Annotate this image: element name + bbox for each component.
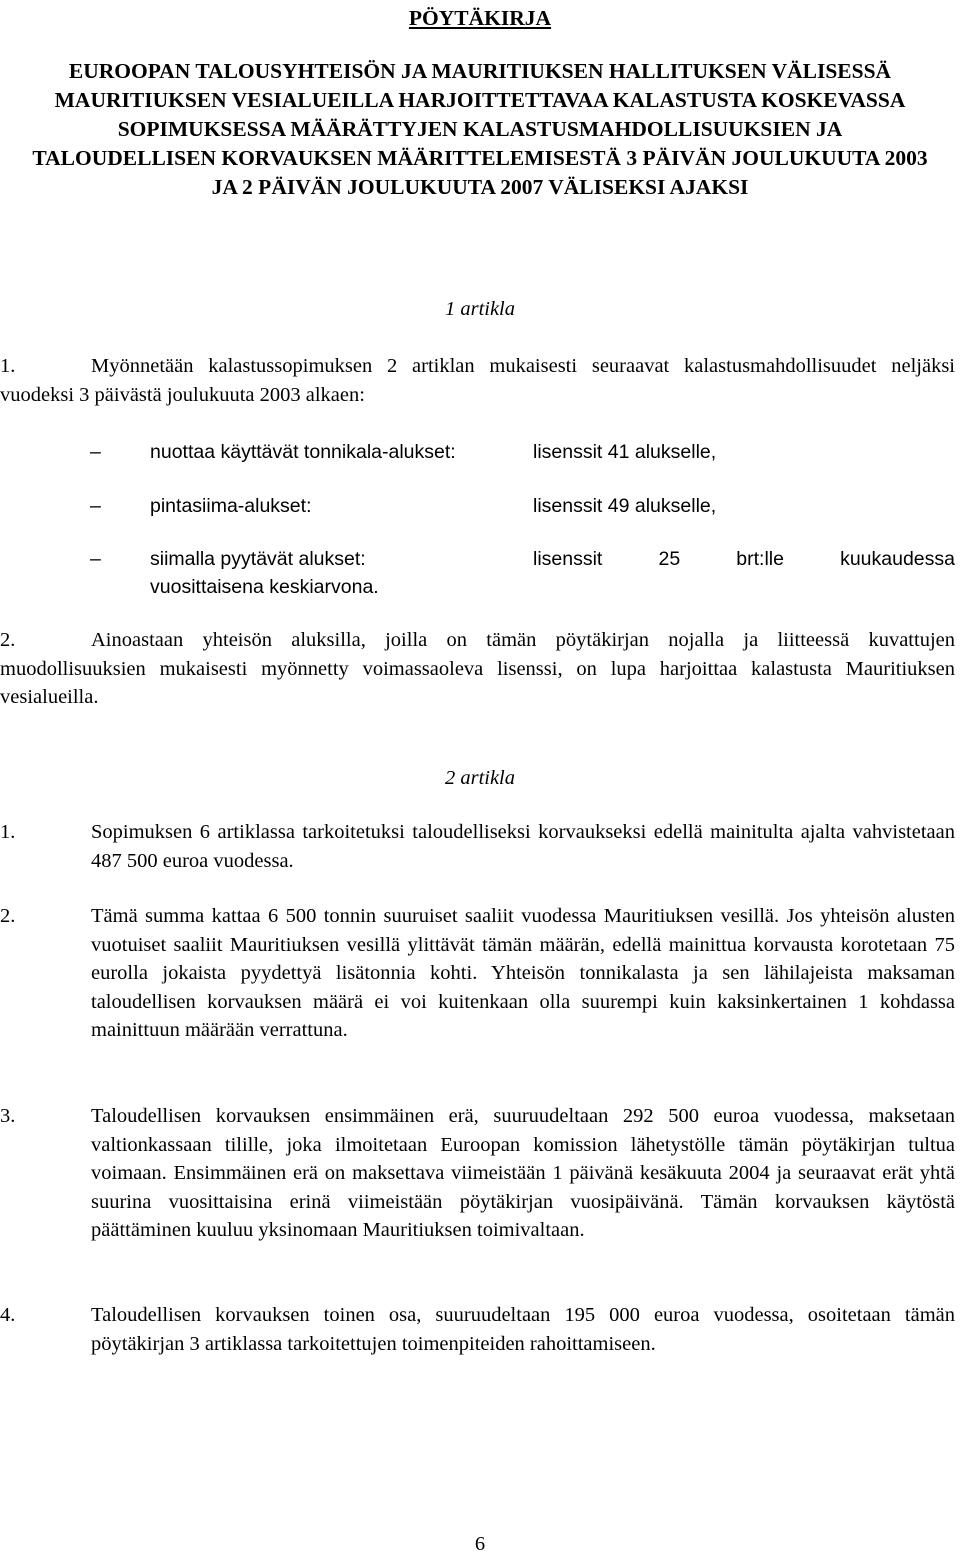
list-item-value <box>533 545 955 574</box>
list-item-label: siimalla pyytävät alukset: <box>150 548 366 570</box>
paragraph-number: 2. <box>0 629 16 651</box>
paragraph-number: 3. <box>0 1105 16 1127</box>
paragraph-text: Tämä summa kattaa 6 500 tonnin suuruiset saaliit vuodessa Mauritiuksen vesillä. Jos yhteisön alusten vuotuiset saaliit Mauritiuksen vesillä ylittävät tämän määrän, edellä mainittua korvausta korotetaan 75 eurolla jokaista pyydettyä lisätonnia kohti. Yhteisön tonnikalasta ja sen lähilajeista maksaman taloudellisen korvauksen määrä ei voi kuitenkaan olla suurempi kuin kaksinkertainen 1 kohdassa mainittuun määrään verrattuna. <box>91 905 955 1041</box>
value-word: lisenssit <box>533 548 603 570</box>
dash-bullet: – <box>90 495 101 517</box>
list-item-continuation: vuosittaisena keskiarvona. <box>150 576 379 598</box>
value-word: brt:lle <box>736 548 784 570</box>
list-item-value: lisenssit 49 alukselle, <box>533 495 717 517</box>
dash-bullet: – <box>90 548 101 570</box>
paragraph-text: Ainoastaan yhteisön aluksilla, joilla on tämän pöytäkirjan nojalla ja liitteessä kuvattujen muodollisuuksien mukaisesti myönnetty voimassaoleva lisenssi, on lupa harjoittaa kalastusta Mauritiuksen vesialueilla. <box>0 629 955 708</box>
article-1-title: 1 artikla <box>444 298 516 320</box>
document-title: PÖYTÄKIRJA <box>408 6 552 30</box>
document-heading: EUROOPAN TALOUSYHTEISÖN JA MAURITIUKSEN HALLITUKSEN VÄLISESSÄ MAURITIUKSEN VESIALUEILLA HARJOITTETTAVAA KALASTUSTA KOSKEVASSA SOPIMUKSESSA MÄÄRÄTTYJEN KALASTUSMAHDOLLISUUKSIEN JA TALOUDELLISEN KORVAUKSEN MÄÄRITTELEMISESTÄ 3 PÄIVÄN JOULUKUUTA 2003 JA 2 PÄIVÄN JOULUKUUTA 2007 VÄLISEKSI AJAKSI <box>32 59 928 199</box>
paragraph-number: 1. <box>0 821 16 843</box>
dash-bullet: – <box>90 441 101 463</box>
article-2-title: 2 artikla <box>444 767 516 789</box>
list-item-value: lisenssit 41 alukselle, <box>533 441 717 463</box>
paragraph-text: Taloudellisen korvauksen toinen osa, suuruudeltaan 195 000 euroa vuodessa, osoitetaan tämän pöytäkirjan 3 artiklassa tarkoitettujen toimenpiteiden rahoittamiseen. <box>91 1304 955 1355</box>
paragraph-text: Myönnetään kalastussopimuksen 2 artiklan mukaisesti seuraavat kalastusmahdollisuudet neljäksi vuodeksi 3 päivästä joulukuuta 2003 alkaen: <box>0 355 955 406</box>
value-word: 25 <box>658 548 681 570</box>
page-number: 6 <box>474 1533 486 1555</box>
paragraph-text: Taloudellisen korvauksen ensimmäinen erä, suuruudeltaan 292 500 euroa vuodessa, maksetaan valtionkassaan tilille, joka ilmoitetaan Euroopan komission lähetystölle tämän pöytäkirjan tultua voimaan. Ensimmäinen erä on maksettava viimeistään 1 päivänä kesäkuuta 2004 ja seuraavat erät yhtä suurina vuosittaisina erinä viimeistään pöytäkirjan vuosipäivänä. Tämän korvauksen käytöstä päättäminen kuuluu yksinomaan Mauritiuksen toimivaltaan. <box>91 1105 955 1241</box>
paragraph-number: 4. <box>0 1304 16 1326</box>
value-word: kuukaudessa <box>840 548 955 570</box>
paragraph-number: 1. <box>0 355 16 377</box>
list-item-label: pintasiima-alukset: <box>150 495 312 517</box>
paragraph-number: 2. <box>0 905 16 927</box>
paragraph-text: Sopimuksen 6 artiklassa tarkoitetuksi taloudelliseksi korvaukseksi edellä mainitulta ajalta vahvistetaan 487 500 euroa vuodessa. <box>91 821 955 872</box>
list-item-label: nuottaa käyttävät tonnikala-alukset: <box>150 441 456 463</box>
